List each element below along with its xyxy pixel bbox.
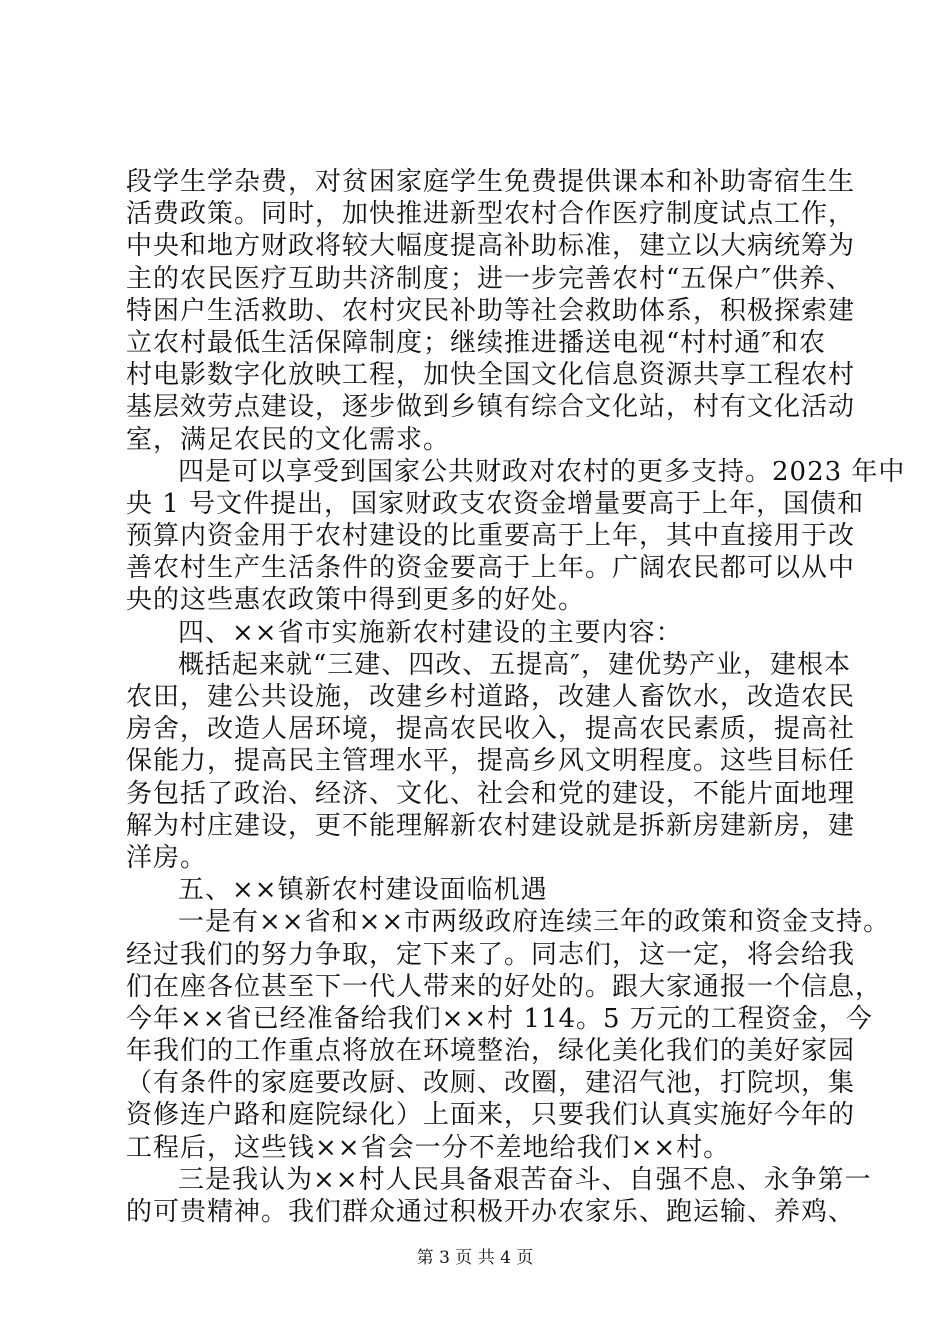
body-text-line: 经过我们的努力争取，定下来了。同志们，这一定，将会给我 — [126, 940, 856, 970]
body-text-line: 活费政策。同时，加快推进新型农村合作医疗制度试点工作， — [126, 199, 856, 229]
body-text-line: 工程后，这些钱××省会一分不差地给我们××村。 — [126, 1133, 731, 1163]
body-text-line: 央的这些惠农政策中得到更多的好处。 — [126, 585, 586, 615]
body-text-line: 们在座各位甚至下一代人带来的好处的。跟大家通报一个信息， — [126, 972, 883, 1002]
body-text-line: 预算内资金用于农村建设的比重要高于上年，其中直接用于改 — [126, 521, 856, 551]
body-text-line: 资修连户路和庭院绿化）上面来，只要我们认真实施好今年的 — [126, 1100, 856, 1130]
body-text-line: 村电影数字化放映工程，加快全国文化信息资源共享工程农村 — [126, 360, 856, 390]
paragraph-first-line: 四是可以享受到国家公共财政对农村的更多支持。2023 年中 — [178, 457, 906, 487]
body-text-line: 今年××省已经准备给我们××村 114。5 万元的工程资金，今 — [126, 1004, 873, 1034]
body-text-line: 年我们的工作重点将放在环境整治，绿化美化我们的美好家园 — [126, 1036, 856, 1066]
paragraph-first-line: 三是我认为××村人民具备艰苦奋斗、自强不息、永争第一 — [178, 1165, 872, 1195]
body-text-line: 基层效劳点建设，逐步做到乡镇有综合文化站，村有文化活动 — [126, 392, 856, 422]
body-text-line: 善农村生产生活条件的资金要高于上年。广阔农民都可以从中 — [126, 553, 856, 583]
body-text-line: 解为村庄建设，更不能理解新农村建设就是拆新房建新房，建 — [126, 811, 856, 841]
body-text-line: 立农村最低生活保障制度；继续推进播送电视“村村通″和农 — [126, 328, 827, 358]
body-text-line: 务包括了政治、经济、文化、社会和党的建设，不能片面地理 — [126, 779, 856, 809]
body-text-line: 房舍，改造人居环境，提高农民收入，提高农民素质，提高社 — [126, 714, 856, 744]
section-heading: 四、××省市实施新农村建设的主要内容： — [178, 618, 683, 648]
section-heading: 五、××镇新农村建设面临机遇 — [178, 875, 548, 905]
body-text-line: 中央和地方财政将较大幅度提高补助标准，建立以大病统筹为 — [126, 231, 856, 261]
body-text-line: 室，满足农民的文化需求。 — [126, 425, 451, 455]
body-text-line: 央 1 号文件提出，国家财政支农资金增量要高于上年，国债和 — [126, 489, 865, 519]
body-text-line: 主的农民医疗互助共济制度；进一步完善农村“五保户″供养、 — [126, 264, 854, 294]
body-text-line: 农田，建公共设施，改建乡村道路，改建人畜饮水，改造农民 — [126, 682, 856, 712]
body-text-line: 保能力，提高民主管理水平，提高乡风文明程度。这些目标任 — [126, 746, 856, 776]
paragraph-first-line: 概括起来就“三建、四改、五提高″，建优势产业，建根本 — [178, 650, 852, 680]
body-text-line: 的可贵精神。我们群众通过积极开办农家乐、跑运输、养鸡、 — [126, 1197, 856, 1227]
body-text-line: 洋房。 — [126, 843, 208, 873]
body-text-line: 特困户生活救助、农村灾民补助等社会救助体系，积极探索建 — [126, 296, 856, 326]
page-footer: 第 3 页 共 4 页 — [416, 1248, 534, 1268]
body-text-line: （有条件的家庭要改厨、改厕、改圈，建沼气池，打院坝，集 — [126, 1068, 856, 1098]
body-text-line: 段学生学杂费，对贫困家庭学生免费提供课本和补助寄宿生生 — [126, 167, 856, 197]
paragraph-first-line: 一是有××省和××市两级政府连续三年的政策和资金支持。 — [178, 907, 891, 937]
